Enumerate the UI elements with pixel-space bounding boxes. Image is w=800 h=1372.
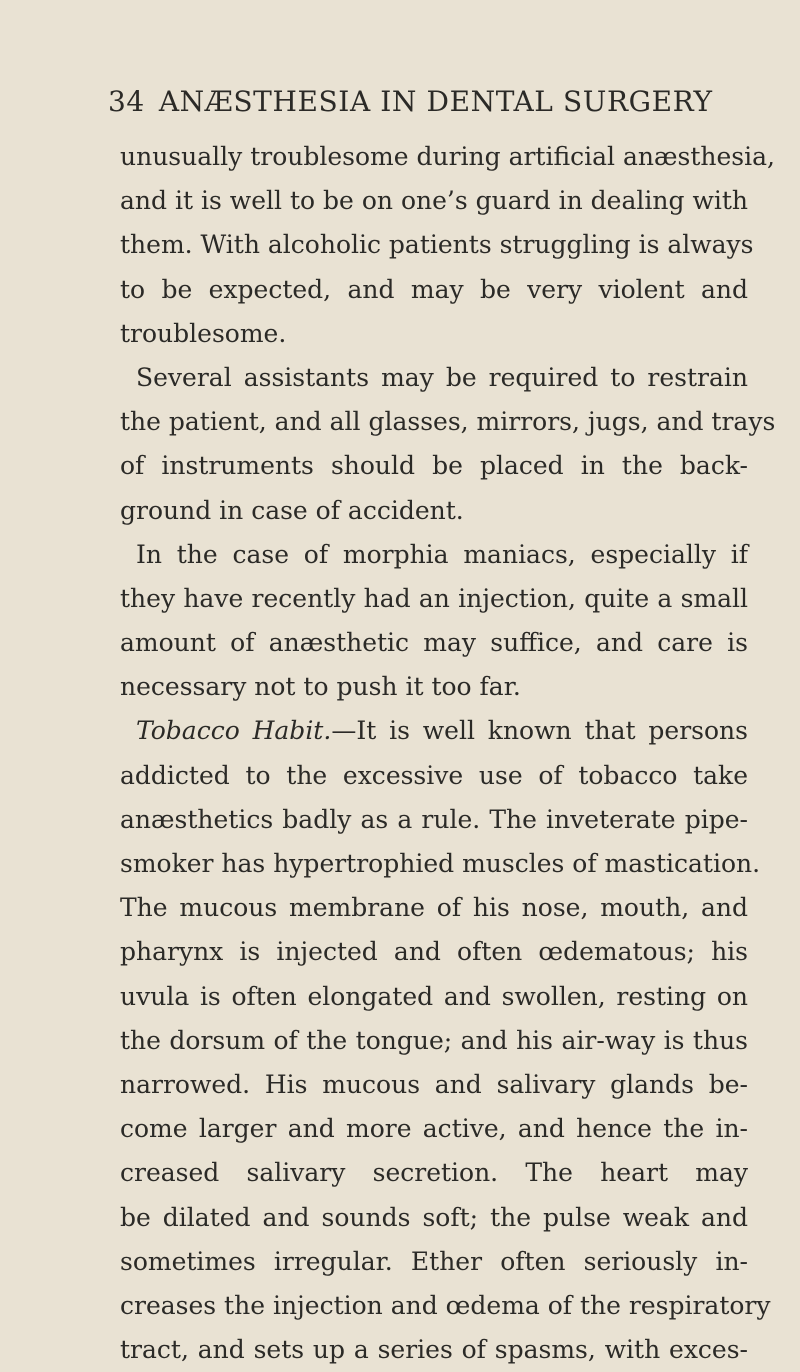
text-line: troublesome. [120, 318, 287, 348]
text-line: necessary not to push it too far. [120, 672, 521, 702]
text-line: creased salivary secretion. The heart may [120, 1158, 748, 1188]
text-line: be dilated and sounds soft; the pulse weak and [120, 1202, 748, 1232]
text-line: amount of anæsthetic may suffice, and care is [120, 628, 748, 658]
text-line-with-heading [120, 709, 748, 753]
text-line: addicted to the excessive use of tobacco take [120, 760, 748, 790]
text-line: the patient, and all glasses, mirrors, jugs, and trays [120, 407, 776, 437]
running-title: ANÆSTHESIA IN DENTAL SURGERY [158, 85, 713, 118]
text-line: sometimes irregular. Ether often seriously in- [120, 1246, 748, 1276]
text-line: of instruments should be placed in the back- [120, 451, 748, 481]
section-heading: Tobacco Habit. [136, 716, 332, 746]
text-line: —It is well known that persons [331, 716, 748, 746]
text-line: the dorsum of the tongue; and his air-way is thus [120, 1025, 748, 1055]
text-line: creases the injection and œdema of the respiratory [120, 1290, 771, 1320]
text-line: smoker has hypertrophied muscles of mastication. [120, 849, 761, 878]
text-line: In the case of morphia maniacs, especially if [136, 539, 748, 569]
text-line: unusually troublesome during artificial anæsthesia, [120, 142, 775, 171]
text-line: ground in case of accident. [120, 495, 464, 525]
text-line: they have recently had an injection, quite a small [120, 583, 748, 613]
text-line: The mucous membrane of his nose, mouth, and [120, 893, 748, 923]
text-line: Several assistants may be required to restrain [136, 362, 748, 392]
text-line: anæsthetics badly as a rule. The inveterate pipe- [120, 804, 748, 834]
text-line: and it is well to be on one’s guard in dealing with [120, 186, 748, 216]
body-text [120, 135, 776, 1372]
text-line: come larger and more active, and hence the in- [120, 1114, 748, 1144]
page-number: 34 [108, 85, 145, 118]
text-line: them. With alcoholic patients struggling is always [120, 230, 754, 260]
running-header [108, 82, 748, 122]
text-line: tract, and sets up a series of spasms, with exces- [120, 1335, 748, 1365]
text-line: uvula is often elongated and swollen, resting on [120, 981, 748, 1011]
text-line: pharynx is injected and often œdematous; his [120, 937, 748, 967]
text-line: to be expected, and may be very violent and [120, 274, 748, 304]
text-line: narrowed. His mucous and salivary glands be- [120, 1069, 748, 1099]
